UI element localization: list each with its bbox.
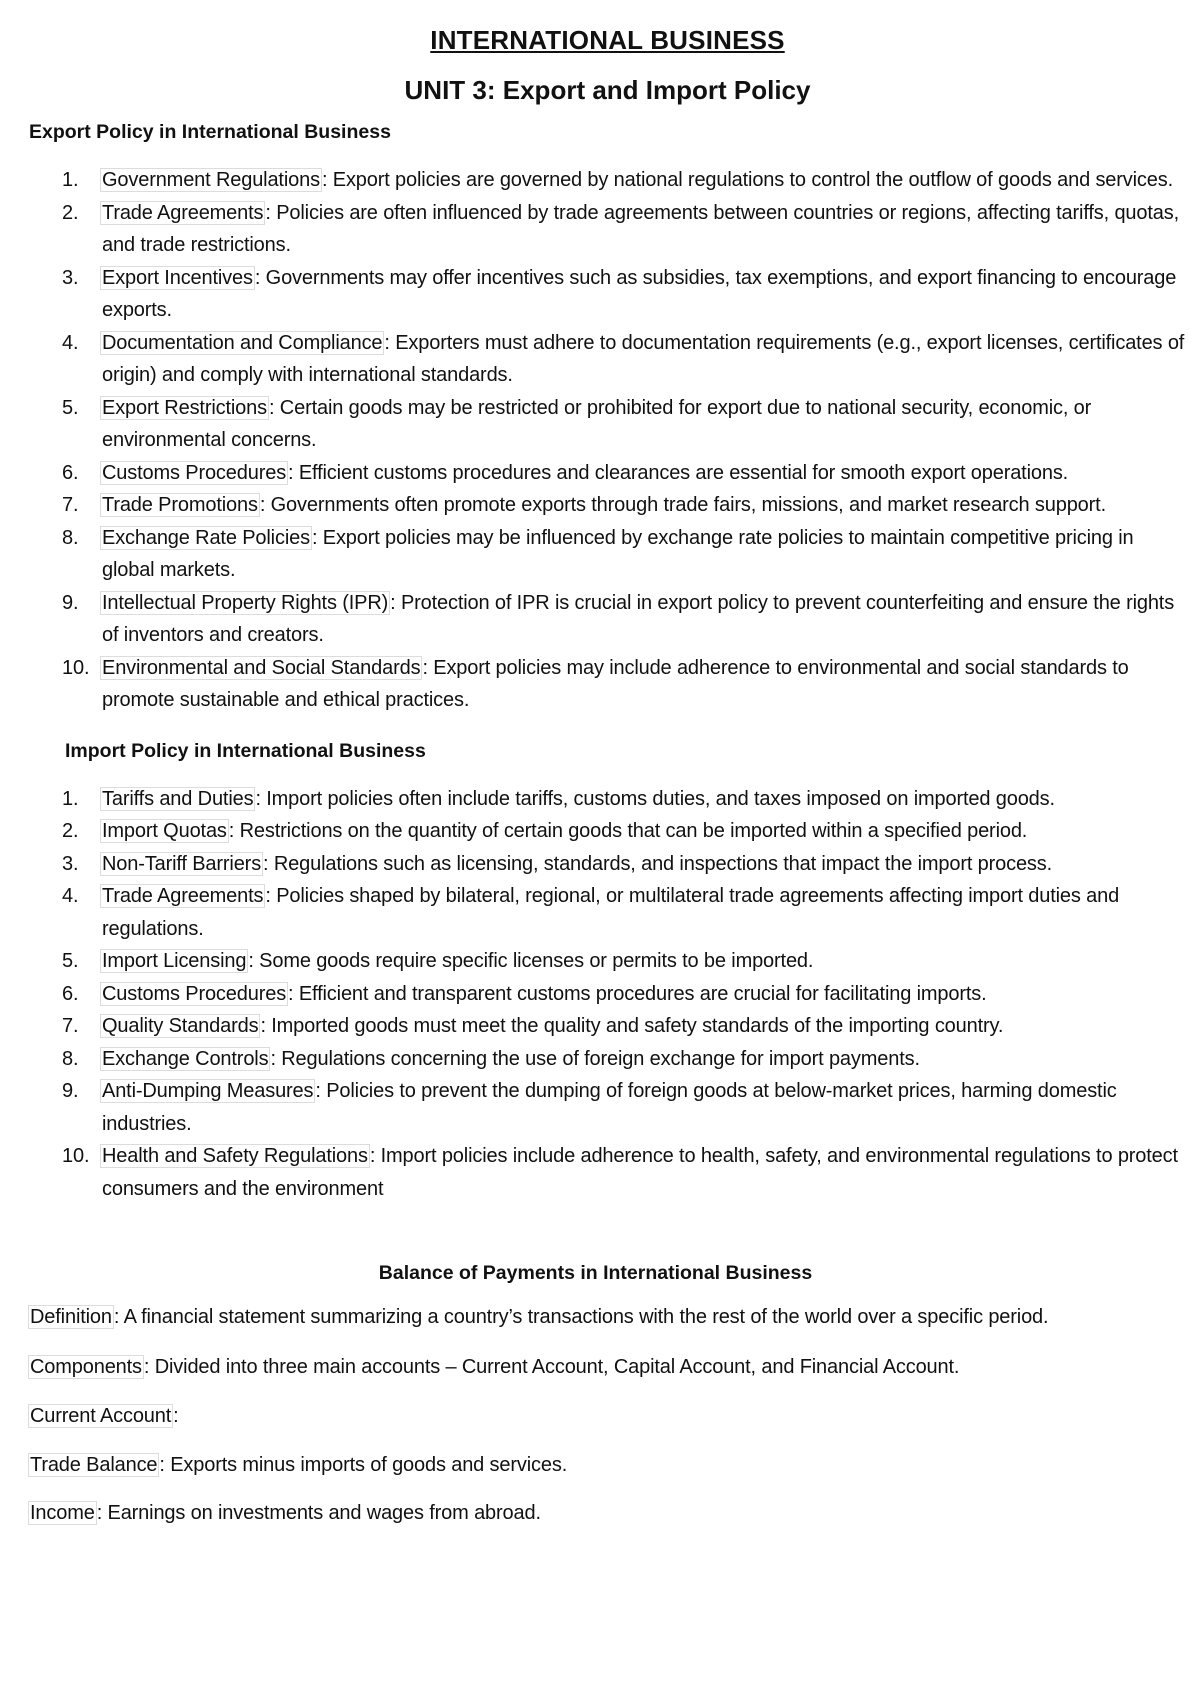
item-term: Import Licensing bbox=[102, 950, 247, 972]
list-item bbox=[29, 1010, 1186, 1043]
current-account-term: Current Account bbox=[30, 1405, 172, 1427]
item-text: : Protection of IPR is crucial in export policy to prevent counterfeiting and ensure the rights of inventors and creators. bbox=[102, 591, 1175, 646]
components-text: : Divided into three main accounts – Current Account, Capital Account, and Financial Account. bbox=[143, 1355, 960, 1378]
list-item bbox=[29, 489, 1186, 522]
item-number: 10. bbox=[62, 1145, 90, 1167]
item-text: : Imported goods must meet the quality and safety standards of the importing country. bbox=[260, 1015, 1004, 1037]
item-number: 1. bbox=[62, 169, 79, 191]
definition-text: : A financial statement summarizing a country’s transactions with the rest of the world over a specific period. bbox=[113, 1306, 1049, 1328]
item-text: : Efficient and transparent customs procedures are crucial for facilitating imports. bbox=[288, 982, 987, 1005]
list-item bbox=[29, 1140, 1186, 1205]
item-text: : Efficient customs procedures and clearances are essential for smooth export operations. bbox=[288, 461, 1069, 484]
item-number: 3. bbox=[62, 852, 79, 875]
export-policy-heading: Export Policy in International Business bbox=[29, 121, 391, 143]
item-term: Customs Procedures bbox=[102, 982, 287, 1005]
item-term: Export Restrictions bbox=[102, 396, 267, 419]
item-term: Export Incentives bbox=[102, 266, 253, 289]
item-text: : Regulations such as licensing, standards, and inspections that impact the import process. bbox=[263, 852, 1053, 875]
definition-term: Definition bbox=[30, 1306, 112, 1328]
list-item bbox=[29, 848, 1186, 881]
bop-trade-balance bbox=[29, 1449, 1186, 1482]
list-item bbox=[29, 945, 1186, 978]
list-item bbox=[29, 164, 1186, 197]
import-policy-heading: Import Policy in International Business bbox=[65, 739, 426, 762]
trade-balance-term: Trade Balance bbox=[30, 1453, 158, 1476]
item-term: Quality Standards bbox=[102, 1015, 259, 1037]
item-term: Exchange Rate Policies bbox=[102, 526, 310, 549]
list-item bbox=[29, 587, 1186, 652]
item-term: Environmental and Social Standards bbox=[102, 656, 421, 679]
item-number: 4. bbox=[62, 885, 79, 907]
income-text: : Earnings on investments and wages from abroad. bbox=[96, 1502, 541, 1524]
item-number: 10. bbox=[62, 656, 90, 679]
trade-balance-text: : Exports minus imports of goods and services. bbox=[159, 1453, 568, 1476]
item-term: Anti-Dumping Measures bbox=[102, 1080, 314, 1102]
item-text: : Certain goods may be restricted or prohibited for export due to national security, economic, or environmental concerns. bbox=[102, 396, 1092, 451]
item-text: : Exporters must adhere to documentation requirements (e.g., export licenses, certificates of origin) and comply with international standards. bbox=[102, 331, 1185, 386]
item-text: : Export policies may include adherence to environmental and social standards to promote sustainable and ethical practices. bbox=[102, 656, 1129, 711]
item-number: 6. bbox=[62, 461, 79, 484]
item-text: : Export policies are governed by national regulations to control the outflow of goods and services. bbox=[321, 169, 1174, 191]
item-term: Trade Agreements bbox=[102, 201, 264, 224]
current-account-text: : bbox=[173, 1405, 179, 1427]
unit-title: UNIT 3: Export and Import Policy bbox=[404, 75, 811, 105]
item-term: Documentation and Compliance bbox=[102, 331, 383, 354]
item-number: 7. bbox=[62, 1015, 79, 1037]
item-number: 7. bbox=[62, 494, 79, 516]
item-text: : Import policies include adherence to health, safety, and environmental regulations to protect consumers and the environment bbox=[102, 1145, 1178, 1200]
list-item bbox=[29, 783, 1186, 816]
list-item bbox=[29, 522, 1186, 587]
item-number: 1. bbox=[62, 787, 79, 810]
item-text: : Policies to prevent the dumping of foreign goods at below-market prices, harming domestic industries. bbox=[102, 1080, 1117, 1135]
components-term: Components bbox=[30, 1355, 142, 1378]
item-text: : Export policies may be influenced by exchange rate policies to maintain competitive pricing in global markets. bbox=[102, 526, 1134, 581]
income-term: Income bbox=[30, 1502, 95, 1524]
bop-income bbox=[29, 1497, 1186, 1530]
import-policy-list bbox=[29, 783, 1186, 1206]
list-item bbox=[29, 815, 1186, 848]
item-term: Customs Procedures bbox=[102, 461, 287, 484]
bop-current-account bbox=[29, 1400, 1186, 1433]
item-number: 5. bbox=[62, 396, 79, 419]
item-term: Trade Agreements bbox=[102, 885, 264, 907]
list-item bbox=[29, 262, 1186, 327]
bop-heading: Balance of Payments in International Business bbox=[378, 1262, 813, 1284]
item-term: Health and Safety Regulations bbox=[102, 1145, 368, 1167]
item-text: : Regulations concerning the use of foreign exchange for import payments. bbox=[270, 1047, 920, 1070]
item-number: 8. bbox=[62, 1047, 79, 1070]
item-number: 2. bbox=[62, 820, 79, 842]
bop-definition bbox=[29, 1301, 1186, 1334]
list-item bbox=[29, 652, 1186, 717]
item-number: 3. bbox=[62, 266, 79, 289]
list-item bbox=[29, 1075, 1186, 1140]
item-number: 8. bbox=[62, 526, 79, 549]
document-title: INTERNATIONAL BUSINESS bbox=[430, 25, 785, 55]
bop-components bbox=[29, 1351, 1186, 1384]
item-text: : Some goods require specific licenses or permits to be imported. bbox=[248, 950, 814, 972]
list-item bbox=[29, 1043, 1186, 1076]
item-term: Import Quotas bbox=[102, 820, 227, 842]
list-item bbox=[29, 327, 1186, 392]
item-number: 9. bbox=[62, 1080, 79, 1102]
item-text: : Policies are often influenced by trade agreements between countries or regions, affecting tariffs, quotas, and trade restrictions. bbox=[102, 201, 1179, 256]
item-number: 9. bbox=[62, 591, 79, 614]
export-policy-list bbox=[29, 164, 1186, 717]
item-term: Tariffs and Duties bbox=[102, 787, 254, 810]
item-term: Government Regulations bbox=[102, 169, 320, 191]
item-term: Non-Tariff Barriers bbox=[102, 852, 262, 875]
item-number: 2. bbox=[62, 201, 79, 224]
item-text: : Policies shaped by bilateral, regional, or multilateral trade agreements affecting import duties and regulations. bbox=[102, 885, 1120, 940]
item-term: Trade Promotions bbox=[102, 494, 258, 516]
item-number: 6. bbox=[62, 982, 79, 1005]
list-item bbox=[29, 978, 1186, 1011]
list-item bbox=[29, 457, 1186, 490]
item-number: 5. bbox=[62, 950, 79, 972]
item-text: : Restrictions on the quantity of certain goods that can be imported within a specified period. bbox=[228, 820, 1028, 842]
item-text: : Governments often promote exports through trade fairs, missions, and market research support. bbox=[259, 494, 1106, 516]
item-text: : Governments may offer incentives such as subsidies, tax exemptions, and export financing to encourage exports. bbox=[102, 266, 1177, 321]
item-term: Intellectual Property Rights (IPR) bbox=[102, 591, 389, 614]
item-text: : Import policies often include tariffs, customs duties, and taxes imposed on imported goods. bbox=[255, 787, 1055, 810]
item-number: 4. bbox=[62, 331, 79, 354]
item-term: Exchange Controls bbox=[102, 1047, 269, 1070]
list-item bbox=[29, 880, 1186, 945]
list-item bbox=[29, 197, 1186, 262]
list-item bbox=[29, 392, 1186, 457]
